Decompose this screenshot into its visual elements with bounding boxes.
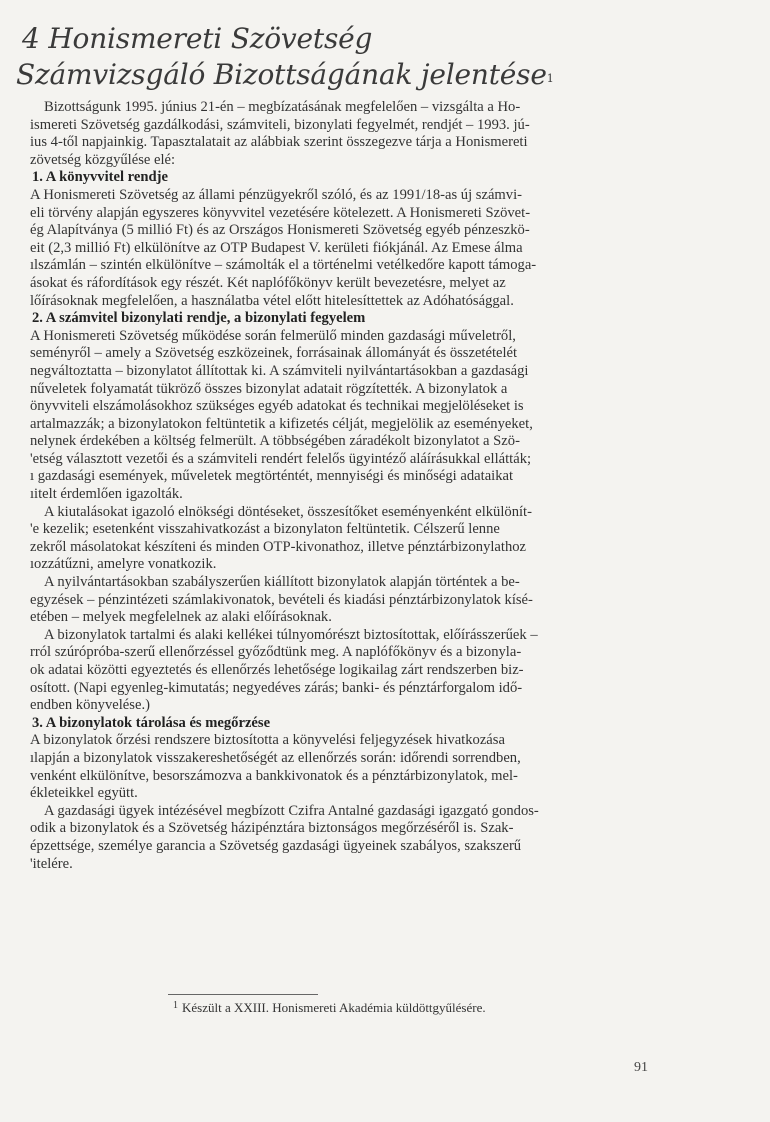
text-line: 'etség választott vezetői és a számviteli rendért felelős ügyintéző aláírásukkal ellátták; xyxy=(30,450,532,467)
text-line: odik a bizonylatok és a Szövetség házipénztára biztonságos megőrzéséről is. Szak- xyxy=(30,820,514,837)
text-line: venként elkülönítve, besorszámozva a bankkivonatok és a pénztárbizonylatok, mel- xyxy=(30,767,518,784)
text-line: ıozzátűzni, amelyre vonatkozik. xyxy=(30,556,217,573)
text-line: ismereti Szövetség gazdálkodási, számviteli, bizonylati fegyelmét, rendjét – 1993. jú- xyxy=(30,116,530,133)
footnote-text: Készült a XXIII. Honismereti Akadémia küldöttgyűlésére. xyxy=(182,1000,486,1015)
text-line: ásokat és ráfordítások egy részét. Két naplófőkönyv került bevezetésre, melyet az xyxy=(30,274,506,291)
text-line: ıitelt érdemlően igazolták. xyxy=(30,486,183,503)
text-line: 'itelére. xyxy=(30,855,73,872)
text-line: ı gazdasági események, műveletek megtörténtét, mennyiségi és minőségi adataikat xyxy=(30,468,514,485)
section-heading: 3. A bizonylatok tárolása és megőrzése xyxy=(32,714,271,731)
text-line: negváltoztatta – bizonylatot állítottak ki. A számviteli nyilvántartásokban a gazdasági xyxy=(30,362,529,379)
text-line: A Honismereti Szövetség az állami pénzügyekről szóló, és az 1991/18-as új számvi- xyxy=(30,186,522,203)
report-title-line2 xyxy=(16,60,554,90)
text-line: 'e kezelik; esetenként visszahivatkozást a bizonylaton feltüntetik. Célszerű lenne xyxy=(30,521,500,538)
text-line: eit (2,3 millió Ft) elkülönítve az OTP Budapest V. kerületi fiókjánál. Az Emese álma xyxy=(30,239,523,256)
text-line: A gazdasági ügyek intézésével megbízott Czifra Antalné gazdasági igazgató gondos- xyxy=(44,802,539,819)
text-line: lőírásoknak megfelelően, a használatba vétel előtt hitelesíttettek az Adóhatósággal. xyxy=(30,292,514,309)
title-footnote-marker: 1 xyxy=(546,72,554,85)
text-line: nűveletek folyamatát tükröző összes bizonylat adatait rögzítették. A bizonylatok a xyxy=(30,380,508,397)
page-number: 91 xyxy=(634,1060,648,1075)
text-line: A kiutalásokat igazoló elnökségi döntéseket, összesítőket eseményenként elkülönít- xyxy=(44,503,532,520)
text-line: rról szúrópróba-szerű ellenőrzéssel győződtünk meg. A naplófőkönyv és a bizonyla- xyxy=(30,644,522,661)
footnote-marker: 1 xyxy=(173,1000,178,1011)
section-heading: 2. A számvitel bizonylati rendje, a bizonylati fegyelem xyxy=(32,310,366,327)
text-line: A bizonylatok őrzési rendszere biztosította a könyvelési feljegyzések hivatkozása xyxy=(30,732,505,749)
text-line: osított. (Napi egyenleg-kimutatás; negyedéves zárás; banki- és pénztárforgalom idő- xyxy=(30,679,523,696)
text-line: etében – melyek megfelelnek az alaki előírásoknak. xyxy=(30,609,332,626)
text-line: ılapján a bizonylatok visszakereshetőségét az ellenőrzés során: időrendi sorrendben, xyxy=(30,749,521,766)
text-line: nelynek érdekében a költség felmerült. A többségében záradékolt bizonylatot a Szö- xyxy=(30,433,520,450)
text-line: ius 4-től napjainkig. Tapasztalatait az alábbiak szerint összegezve tárja a Honismereti xyxy=(30,134,528,151)
footnote xyxy=(173,1000,486,1016)
text-line: A nyilvántartásokban szabályszerűen kiállított bizonylatok alapján történtek a be- xyxy=(44,574,520,591)
footnote-divider xyxy=(168,994,318,995)
text-line: artalmazzák; a bizonylatokon feltüntetik a kifizetés célját, megjelölik az eseményeket, xyxy=(30,415,533,432)
text-line: endben könyvelése.) xyxy=(30,697,150,714)
text-line: önyvviteli elszámolásokhoz szükséges egyéb adatokat és technikai megjelöléseket is xyxy=(30,398,524,415)
report-body xyxy=(30,99,654,873)
text-line: ékleteikkel együtt. xyxy=(30,785,138,802)
text-line: eli törvény alapján egyszeres könyvvitel vezetésére kötelezett. A Honismereti Szövet- xyxy=(30,204,531,221)
section-heading: 1. A könyvvitel rendje xyxy=(32,169,168,186)
text-line: zövetség közgyűlése elé: xyxy=(30,151,176,168)
report-title-text: Számvizsgáló Bizottságának jelentése xyxy=(16,58,547,91)
text-line: zekről másolatokat készíteni és minden OTP-kivonathoz, illetve pénztárbizonylathoz xyxy=(30,538,527,555)
text-line: A bizonylatok tartalmi és alaki kellékei túlnyomórészt biztosítottak, előírásszerűek – xyxy=(44,626,538,643)
text-line: Bizottságunk 1995. június 21-én – megbízatásának megfelelően – vizsgálta a Ho- xyxy=(44,99,521,115)
text-line: seményről – amely a Szövetség eszközeinek, forrásainak állományát és összetételét xyxy=(30,345,518,362)
text-line: ılszámlán – szintén elkülönítve – számolták el a történelmi vetélkedőre kapott támoga- xyxy=(30,257,537,274)
text-line: A Honismereti Szövetség működése során felmerülő minden gazdasági műveletről, xyxy=(30,327,516,344)
text-line: épzettsége, személye garancia a Szövetség gazdasági ügyeinek szabályos, szakszerű xyxy=(30,837,522,854)
text-line: egyzések – pénzintézeti számlakivonatok, bevételi és kiadási pénztárbizonylatok kísé- xyxy=(30,591,533,608)
text-line: ég Alapítványa (5 millió Ft) és az Országos Honismereti Szövetség egyéb pénzeszkö- xyxy=(30,222,530,239)
text-line: ok adatai közötti egyeztetés és ellenőrzés lehetősége logikailag zárt rendszerben biz- xyxy=(30,662,524,678)
report-title-line1: 4 Honismereti Szövetség xyxy=(22,22,373,55)
